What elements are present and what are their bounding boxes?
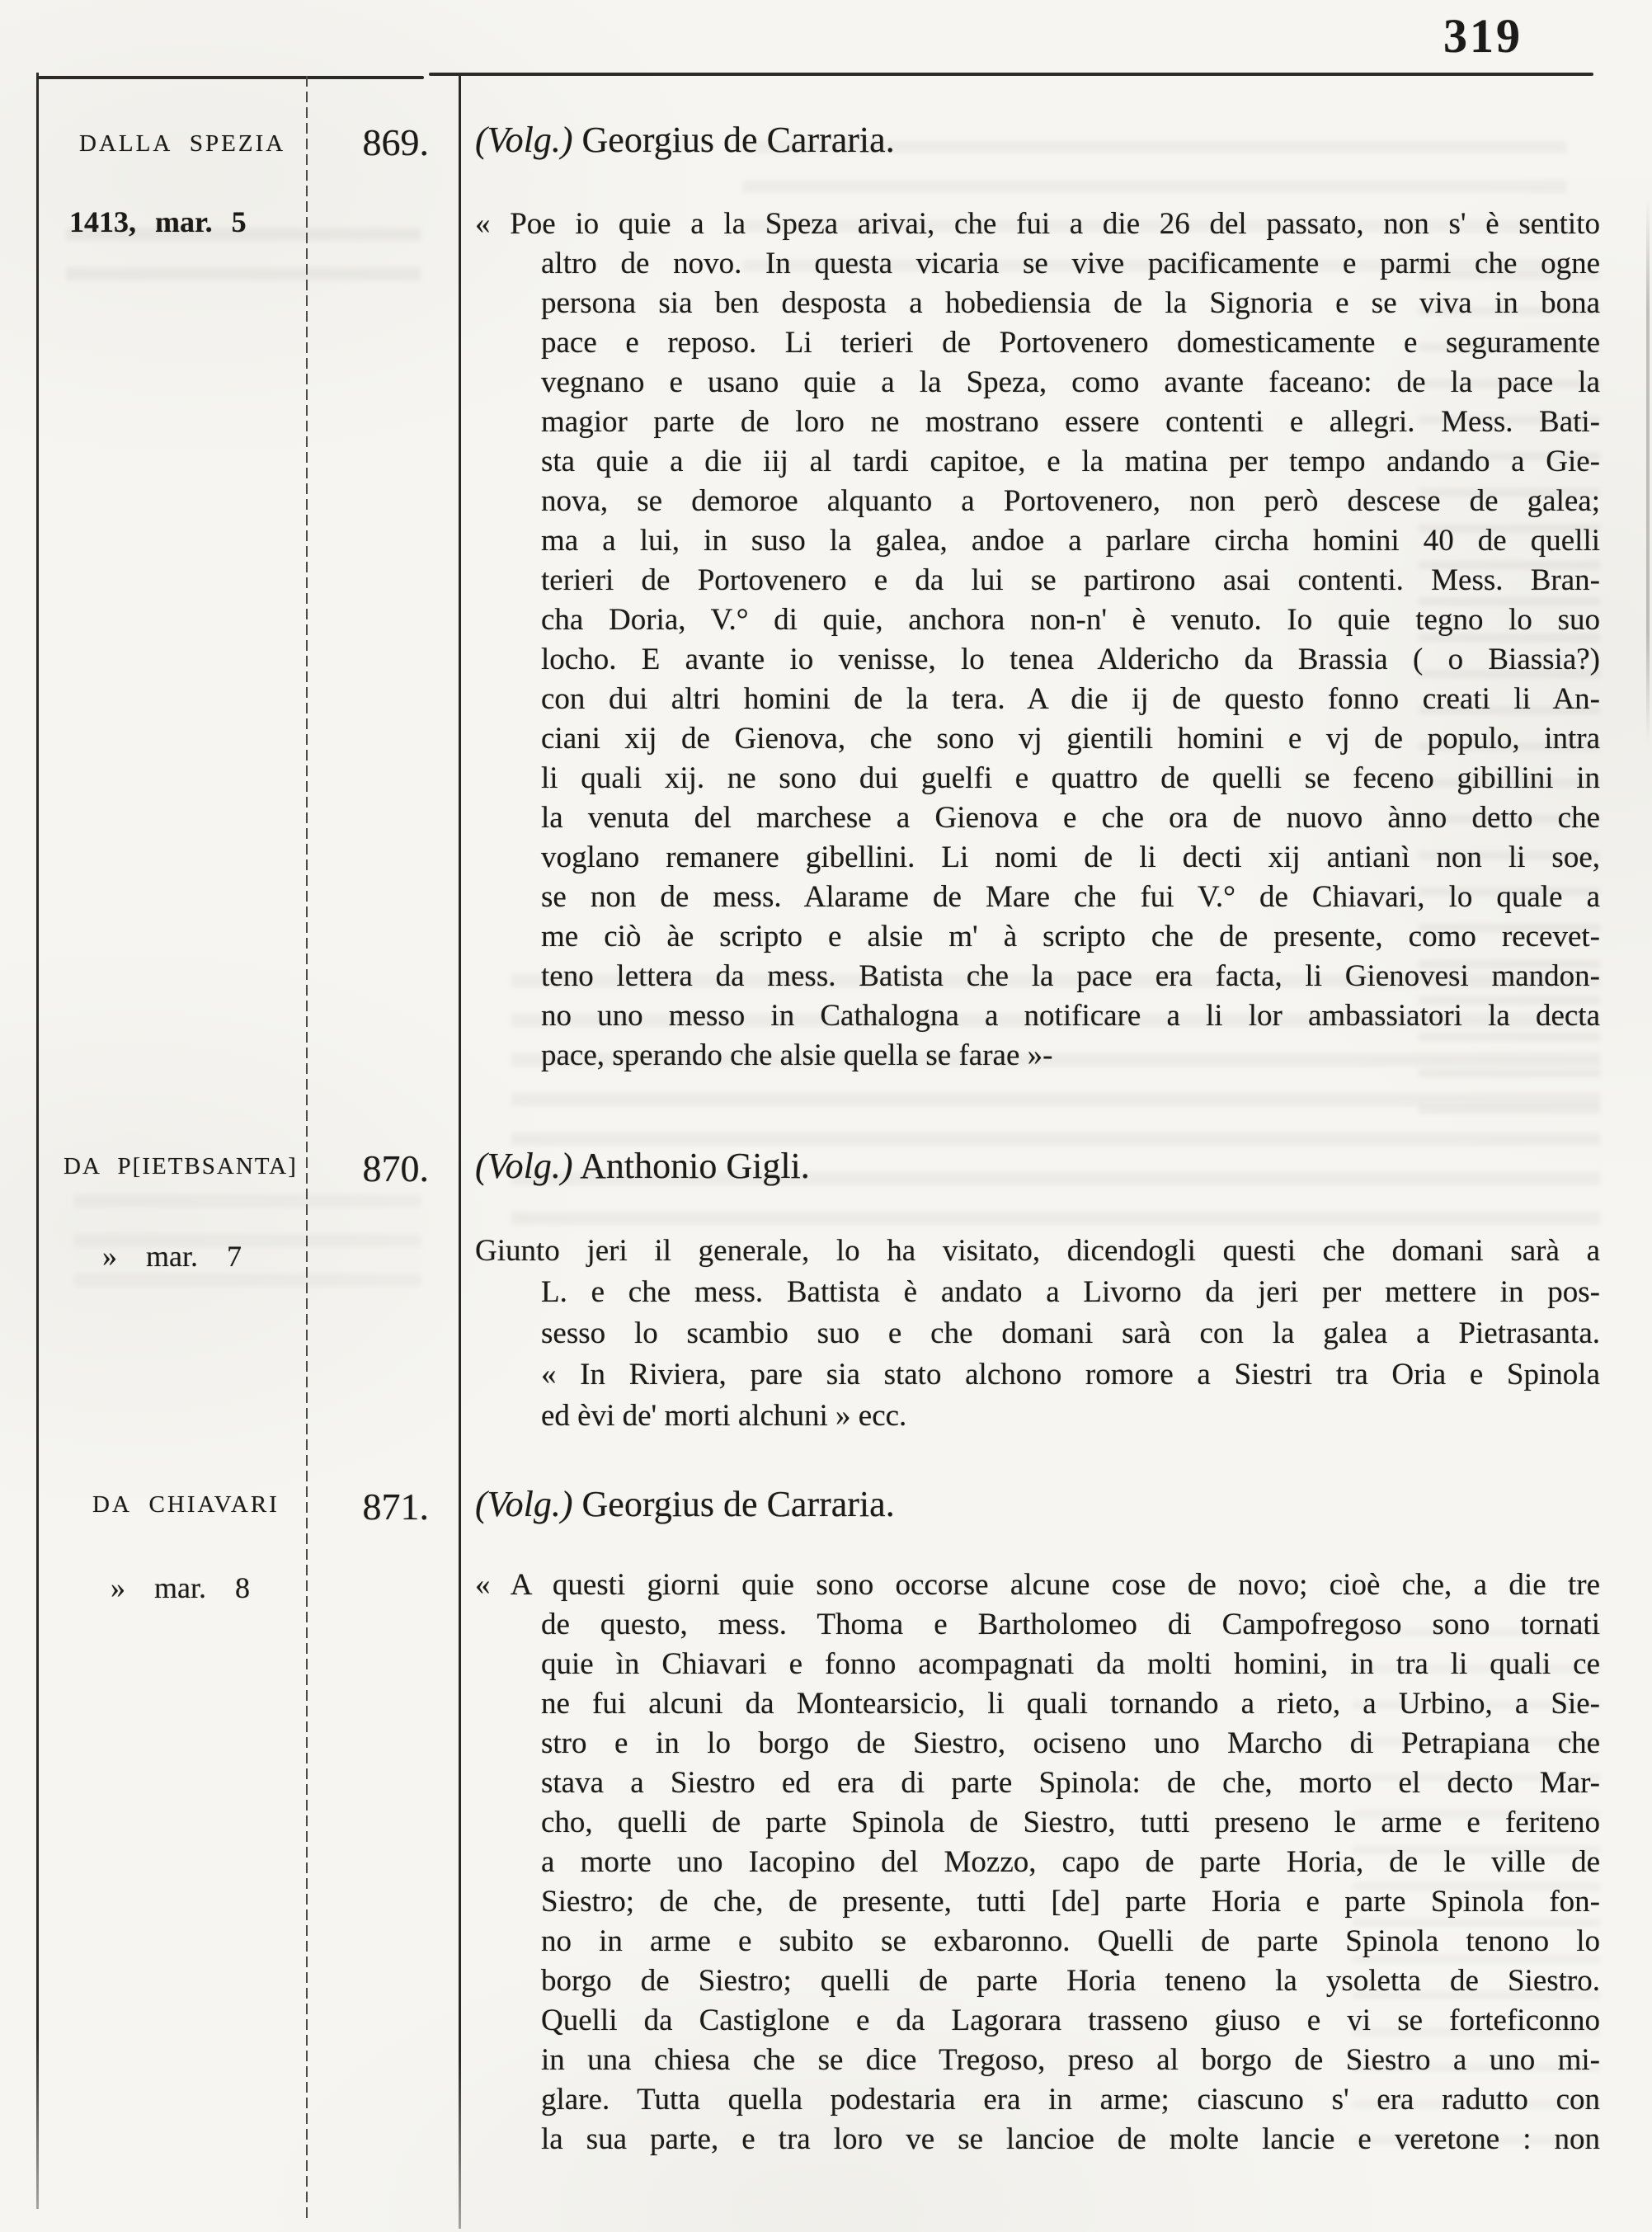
entry-871-author: Georgius de Carraria. — [581, 1484, 895, 1524]
text-line: « A questi giorni quie sono occorse alcune cose de novo; cioè che, a die tre — [475, 1568, 1600, 1602]
entry-869-header — [475, 119, 895, 161]
text-line: Giunto jeri il generale, lo ha visitato, dicendogli questi che domani sarà a — [475, 1234, 1600, 1268]
entry-870-number: 870. — [362, 1147, 429, 1189]
text-line: teno lettera da mess. Batista che la pace era facta, li Gienovesi mandon- — [541, 959, 1600, 993]
number-column-divider — [459, 76, 461, 2229]
entry-870-header — [475, 1145, 810, 1187]
text-line: no in arme e subito se exbaronno. Quelli de parte Spinola tenono lo — [541, 1924, 1600, 1958]
page-number: 319 — [1443, 9, 1523, 63]
text-line: vegnano e usano quie a la Speza, como avante faceano: de la pace la — [541, 365, 1600, 399]
entry-869-author: Georgius de Carraria. — [581, 120, 895, 160]
text-line: quie ìn Chiavari e fonno acompagnati da molti homini, in tra li quali ce — [541, 1647, 1600, 1681]
entry-871-text — [475, 1566, 1600, 2159]
text-line: stro e in lo borgo de Siestro, ociseno uno Marcho di Petrapiana che — [541, 1726, 1600, 1760]
text-line: L. e che mess. Battista è andato a Livorno da jeri per mettere in pos- — [541, 1275, 1600, 1309]
text-line: « In Riviera, pare sia stato alchono romore a Siestri tra Oria e Spinola — [541, 1358, 1600, 1391]
header-rule-right-segment — [429, 73, 1593, 76]
entry-869-language-note: (Volg.) — [475, 120, 573, 160]
text-line: borgo de Siestro; quelli de parte Horia teneno la ysoletta de Siestro. — [541, 1964, 1600, 1998]
text-line: sesso lo scambio suo e che domani sarà con la galea a Pietrasanta. — [541, 1316, 1600, 1350]
scan-edge-artifact — [1646, 198, 1650, 742]
text-line: persona sia ben desposta a hobediensia de la Signoria e se viva in bona — [541, 286, 1600, 320]
text-line: altro de novo. In questa vicaria se vive pacificamente e parmi che ogne — [541, 247, 1600, 280]
text-line: « Poe io quie a la Speza arivai, che fui a die 26 del passato, non s' è sentito — [475, 207, 1600, 241]
text-line: sta quie a die iij al tardi capitoe, e la matina per tempo andando a Gie- — [541, 445, 1600, 478]
text-line: la sua parte, e tra loro ve se lancioe de molte lancie e veretone : non — [541, 2122, 1600, 2156]
text-line: locho. E avante io venisse, lo tenea Aldericho da Brassia ( o Biassia?) — [541, 643, 1600, 676]
entry-871-header — [475, 1483, 895, 1525]
entry-870-text — [475, 1231, 1600, 1437]
text-line: no uno messo in Cathalogna a notificare a li lor ambassiatori la decta — [541, 999, 1600, 1033]
entry-871-margin-date: » mar. 8 — [111, 1571, 250, 1604]
text-line: a morte uno Iacopino del Mozzo, capo de parte Horia, de le ville de — [541, 1845, 1600, 1879]
header-rule-left-segment — [38, 76, 424, 79]
entry-871-margin-place: DA CHIAVARI — [92, 1491, 280, 1518]
text-line: nova, se demoroe alquanto a Portovenero, non però descese de galea; — [541, 484, 1600, 518]
text-line: glare. Tutta quella podestaria era in arme; ciascuno s' era radutto con — [541, 2083, 1600, 2117]
text-line: me ciò àe scripto e alsie m' à scripto che de presente, como recevet- — [541, 920, 1600, 954]
text-line: li quali xij. ne sono dui guelfi e quattro de quelli se feceno gibillini in — [541, 761, 1600, 795]
text-line: con dui altri homini de la tera. A die ij de questo fonno creati li An- — [541, 682, 1600, 716]
entry-869-number: 869. — [362, 121, 429, 163]
text-line: magior parte de loro ne mostrano essere contenti e allegri. Mess. Bati- — [541, 405, 1600, 439]
text-line: terieri de Portovenero e da lui se partirono asai contenti. Mess. Bran- — [541, 563, 1600, 597]
left-border-line — [36, 73, 39, 2209]
text-line: cha Doria, V.° di quie, anchora non-n' è venuto. Io quie tegno lo suo — [541, 603, 1600, 637]
entry-869-text — [475, 205, 1600, 1076]
text-line: Siestro; de che, de presente, tutti [de] parte Horia e parte Spinola fon- — [541, 1885, 1600, 1919]
entry-870-language-note: (Volg.) — [475, 1146, 573, 1186]
text-line: la venuta del marchese a Gienova e che ora de nuovo ànno detto che — [541, 801, 1600, 835]
entry-871-number: 871. — [362, 1486, 429, 1528]
text-line: de questo, mess. Thoma e Bartholomeo di Campofregoso sono tornati — [541, 1608, 1600, 1641]
text-line: Quelli da Castiglone e da Lagorara trasseno giuso e vi se forteficonno — [541, 2004, 1600, 2037]
text-line: ciani xij de Gienova, che sono vj gientili homini e vj de populo, intra — [541, 722, 1600, 756]
entry-869-margin-place: DALLA SPEZIA — [79, 130, 286, 157]
text-line: voglano remanere gibellini. Li nomi de li decti xij antianì non li soe, — [541, 841, 1600, 874]
entry-869-margin-date: 1413, mar. 5 — [69, 205, 247, 238]
entry-870-margin-date: » mar. 7 — [102, 1240, 242, 1273]
text-line: ma a lui, in suso la galea, andoe a parlare circha homini 40 de quelli — [541, 524, 1600, 558]
entry-870-margin-place: DA P[IETBSANTA] — [64, 1153, 298, 1180]
text-line: in una chiesa che se dice Tregoso, preso al borgo de Siestro a uno mi- — [541, 2043, 1600, 2077]
text-line: stava a Siestro ed era di parte Spinola: de che, morto el decto Mar- — [541, 1766, 1600, 1800]
text-line: ed èvi de' morti alchuni » ecc. — [541, 1399, 907, 1433]
text-line: ne fui alcuni da Montearsicio, li quali tornando a rieto, a Urbino, a Sie- — [541, 1687, 1600, 1721]
text-line: pace, sperando che alsie quella se farae »- — [541, 1038, 1053, 1072]
text-line: se non de mess. Alarame de Mare che fui V.° de Chiavari, lo quale a — [541, 880, 1600, 914]
text-line: cho, quelli de parte Spinola de Siestro, tutti preseno le arme e feriteno — [541, 1806, 1600, 1839]
entry-870-author: Anthonio Gigli. — [580, 1146, 810, 1186]
entry-871-language-note: (Volg.) — [475, 1484, 573, 1524]
text-line: pace e reposo. Li terieri de Portovenero domesticamente e seguramente — [541, 326, 1600, 360]
